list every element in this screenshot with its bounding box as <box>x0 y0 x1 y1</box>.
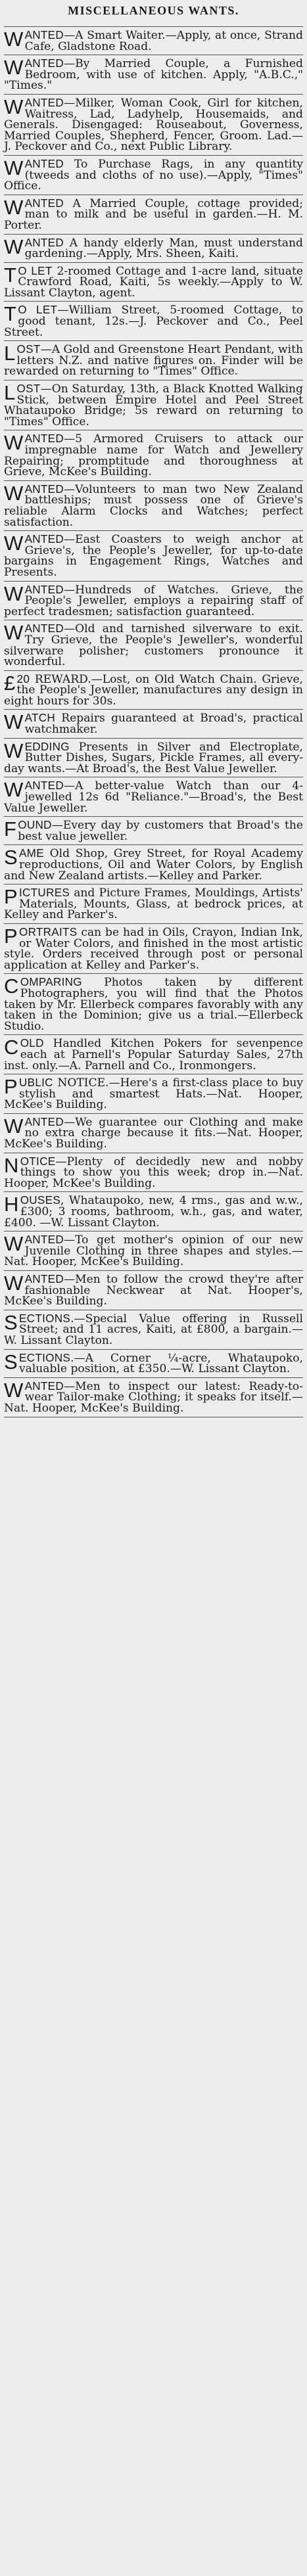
ad-lead-word: WANTED <box>4 156 64 179</box>
ad-lead-word: WANTED <box>4 532 64 555</box>
ad-lead-word: HOUSES <box>4 1193 61 1216</box>
classified-ad <box>4 1075 303 1112</box>
ad-lead-word: WANTED <box>4 1272 64 1295</box>
ad-lead-word: SAME <box>4 846 44 869</box>
ad-body: —We guarantee our Clothing and make no extra charge because it fits.—Nat. Hooper, McKee's Building. <box>4 1115 303 1151</box>
ad-divider <box>4 973 303 974</box>
ad-body: —William Street, 5-roomed Cottage, to good tenant, 12s.—J. Peckover and Co., Peel Street. <box>4 304 303 339</box>
classified-ad <box>4 235 303 261</box>
ad-body: , Whataupoko, new, 4 rms., gas and w.w., £300; 3 rooms, bathroom, w.h., gas, and water, £400. —W. Lissant Clayton. <box>4 1194 303 1230</box>
ad-lead-word: WANTED <box>4 1378 64 1402</box>
ad-body: —Men to inspect our latest: Ready-to-wear Tailor-make Clothing; it speaks for itself.—Nat. Hooper, McKee's Building. <box>4 1379 303 1415</box>
ad-divider <box>4 234 303 235</box>
classified-ad <box>4 1350 303 1376</box>
classified-ad <box>4 1153 303 1190</box>
classified-ad <box>4 817 303 843</box>
ad-body: .—A Corner ¼-acre, Whataupoko, valuable position, at £350.—W. Lissant Clayton. <box>18 1351 303 1376</box>
ad-divider <box>4 1113 303 1114</box>
ad-lead-word: PORTRAITS <box>4 924 78 948</box>
ad-lead-word: SECTIONS <box>4 1350 71 1373</box>
ad-body: —By Married Couple, a Furnished Bedroom, with use of kitchen. Apply, "A.B.C.," "Times." <box>4 57 303 93</box>
ad-body: —To get mother's opinion of our new Juvenile Clothing in three shapes and styles.—Nat. Hooper, McKee's Building. <box>4 1233 303 1269</box>
ad-lead-word: WANTED <box>4 56 64 80</box>
ads-list <box>4 30 303 1417</box>
ad-body: NOTICE.—Here's a first-class place to buy stylish and smartest Hats.—Nat. Hooper, McKee's Building. <box>4 1076 303 1112</box>
ad-lead-word: WANTED <box>4 621 64 645</box>
classified-ad <box>4 381 303 428</box>
ad-body: —Every day by customers that Broad's the best value jeweller. <box>18 819 303 843</box>
classified-ad <box>4 1195 303 1228</box>
ad-divider <box>4 1377 303 1378</box>
ad-divider <box>4 1349 303 1350</box>
ad-divider <box>4 1034 303 1035</box>
ad-body: Old Shop, Grey Street, for Royal Academy reproductions, Oil and Water Colors, by English and New Zealand artists.—Kelley and Parker. <box>4 847 303 883</box>
ad-lead-word: WANTED <box>4 778 64 802</box>
classified-ad <box>4 885 303 922</box>
classified-ad <box>4 95 303 154</box>
ad-lead-word: WANTED <box>4 582 64 605</box>
ad-lead-word: FOUND <box>4 817 52 841</box>
classified-ad <box>4 739 303 775</box>
ad-body: and Picture Frames, Mouldings, Artists' Materials, Mounts, Glass, at bedrock prices, at Kelley and Parker's. <box>4 886 303 922</box>
ad-body: can be had in Oils, Crayon, Indian Ink, or Water Colors, and finished in the most artistic style. Orders received through post or personal application at Kelley and Parker's. <box>4 925 303 972</box>
classified-ad <box>4 431 303 479</box>
ad-divider <box>4 94 303 95</box>
ad-body: —Men to follow the crowd they're after fashionable Neckwear at Nat. Hooper's, McKee's Building. <box>4 1273 303 1308</box>
classified-ad <box>4 481 303 529</box>
ad-body: To Purchase Rags, in any quantity (tweeds and cloths of no use).—Apply, "Times" Office. <box>4 157 303 193</box>
ad-lead-word: TO LET <box>4 263 53 287</box>
classified-ad <box>4 977 303 1032</box>
ad-divider <box>4 670 303 671</box>
ad-lead-word: WANTED <box>4 481 64 505</box>
ad-divider <box>4 530 303 531</box>
ad-lead-word: WANTED <box>4 95 64 118</box>
ad-body: Presents in Silver and Electroplate, Butter Dishes, Sugars, Pickle Frames, all every-day wants.—At Broad's, the Best Value Jeweller. <box>4 740 303 775</box>
ad-body: Photos taken by different Photographers, you will find that the Photos taken by Mr. Ellerbeck compares favorably with any taken in the Dominion; give us a trial.—Ellerbeck Studio. <box>4 976 303 1033</box>
ad-body: —A Gold and Greenstone Heart Pendant, with letters N.Z. and native figures on. Finder will be rewarded on returning to "Times" Office. <box>4 343 303 379</box>
classified-ad <box>4 778 303 815</box>
ad-lead-word: PICTURES <box>4 885 70 909</box>
ad-lead-word: LOST <box>4 342 41 365</box>
ad-lead-word: WEDDING <box>4 739 70 762</box>
ad-lead-word: WATCH <box>4 710 56 734</box>
classified-ad <box>4 924 303 972</box>
ad-body: .—Special Value offering in Russell Street; and 11 acres, Kaiti, at £800, a bargain.—W. Lissant Clayton. <box>4 1312 303 1347</box>
classified-ad <box>4 30 303 52</box>
ad-body: —Old and tarnished silverware to exit. Try Grieve, the People's Jeweller's, wonderful silverware polisher; customers pronounce it wonderful. <box>4 622 303 669</box>
classified-ad <box>4 263 303 300</box>
ad-lead-word: LOST <box>4 381 41 405</box>
ad-divider <box>4 155 303 156</box>
column-divider <box>4 26 303 27</box>
classified-ad <box>4 534 303 578</box>
ad-lead-word: WANTED <box>4 235 64 258</box>
ad-body: A handy elderly Man, must understand gardening.—Apply, Mrs. Sheen, Kaiti. <box>24 236 303 261</box>
classified-ad <box>4 344 303 377</box>
ad-lead-word: WANTED <box>4 195 64 219</box>
ad-divider <box>4 923 303 924</box>
ad-lead-word: £20 <box>4 671 30 695</box>
classified-ad <box>4 1038 303 1071</box>
ad-lead-word: WANTED <box>4 1232 64 1256</box>
classified-ad <box>4 1274 303 1307</box>
ad-divider <box>4 340 303 341</box>
ad-lead-word: COLD <box>4 1036 44 1059</box>
ad-divider <box>4 816 303 817</box>
classified-ad <box>4 195 303 232</box>
ad-body: —On Saturday, 13th, a Black Knotted Walking Stick, between Empire Hotel and Peel Street Whataupoko Bridge; 5s reward on returning to "Times" Office. <box>4 382 303 428</box>
classified-ad <box>4 1310 303 1347</box>
ad-body: —5 Armored Cruisers to attack our impregnable name for Watch and Jewellery Repairing; promptitude and thoroughness at Grieve, McKee's Building. <box>4 432 303 479</box>
ad-divider <box>4 844 303 845</box>
classified-ad <box>4 671 303 708</box>
ad-divider <box>4 480 303 481</box>
ad-body: Repairs guaranteed at Broad's, practical watchmaker. <box>24 712 303 737</box>
ad-body: —East Coasters to weigh anchor at Grieve's, the People's Jeweller, for up-to-date bargains in Engagement Rings, Watches and Presents. <box>4 533 303 579</box>
ad-body: A Married Couple, cottage provided; man to milk and be useful in garden.—H. M. Porter. <box>4 196 303 232</box>
ad-lead-word: WANTED <box>4 28 64 51</box>
classified-ad <box>4 710 303 737</box>
ad-divider <box>4 301 303 302</box>
ad-divider <box>4 884 303 885</box>
ad-lead-word: SECTIONS <box>4 1310 71 1334</box>
classified-column <box>4 0 303 1421</box>
classified-ad <box>4 58 303 91</box>
ad-body: —A better-value Watch than our 4-jewelled 12s 6d "Reliance."—Broad's, the Best Value Jeweller. <box>4 779 303 815</box>
classified-ad <box>4 1114 303 1151</box>
ad-divider <box>4 709 303 710</box>
ad-lead-word: WANTED <box>4 1114 64 1138</box>
ad-body: —Plenty of decidedly new and nobby things to show you this week; drop in.—Nat. Hooper, McKee's Building. <box>4 1155 303 1190</box>
ad-lead-word: COMPARING <box>4 975 82 998</box>
ad-lead-word: TO LET <box>4 302 58 326</box>
classified-ad <box>4 582 303 618</box>
classified-ad <box>4 302 303 339</box>
classified-ad <box>4 848 303 881</box>
ad-divider <box>4 1270 303 1271</box>
ad-divider <box>4 581 303 582</box>
ad-divider <box>4 738 303 739</box>
classified-ad <box>4 1232 303 1269</box>
classified-ad <box>4 621 303 669</box>
ad-body: REWARD.—Lost, on Old Watch Chain. Grieve, the People's Jeweller, manufactures any design in eight hours for 30s. <box>4 672 303 708</box>
section-title: MISCELLANEOUS WANTS. <box>68 4 239 17</box>
ad-body: —Milker, Woman Cook, Girl for kitchen, Waitress, Lad, Ladyhelp, Housemaids, and Generals. Disengaged: Rouseabout, Governess, Married Couples, Shepherd, Fencer, Groom. Lad.—J. Peckover and Co., next Public Library. <box>4 96 303 154</box>
classified-ad <box>4 1378 303 1415</box>
ad-body: 2-roomed Cottage and 1-acre land, situate Crawford Road, Kaiti, 5s weekly.—Apply to W. Lissant Clayton, agent. <box>4 264 303 300</box>
ad-lead-word: PUBLIC <box>4 1075 53 1099</box>
ad-body: —Hundreds of Watches. Grieve, the People's Jeweller, employs a repairing staff of perfect tradesmen; satisfaction guaranteed. <box>4 583 303 618</box>
classified-ad <box>4 156 303 193</box>
ad-lead-word: NOTICE <box>4 1153 56 1177</box>
ad-divider <box>4 262 303 263</box>
ad-divider <box>4 1191 303 1192</box>
ad-lead-word: WANTED <box>4 431 64 455</box>
ad-body: Handled Kitchen Pokers for sevenpence each at Parnell's Popular Saturday Sales, 27th inst. only.—A. Parnell and Co., Ironmongers. <box>4 1037 303 1072</box>
ad-body: —Volunteers to man two New Zealand battleships; must possess one of Grieve's reliable Alarm Clocks and Watches; perfect satisfaction. <box>4 482 303 529</box>
ad-body: —A Smart Waiter.—Apply, at once, Strand Cafe, Gladstone Road. <box>24 29 303 53</box>
